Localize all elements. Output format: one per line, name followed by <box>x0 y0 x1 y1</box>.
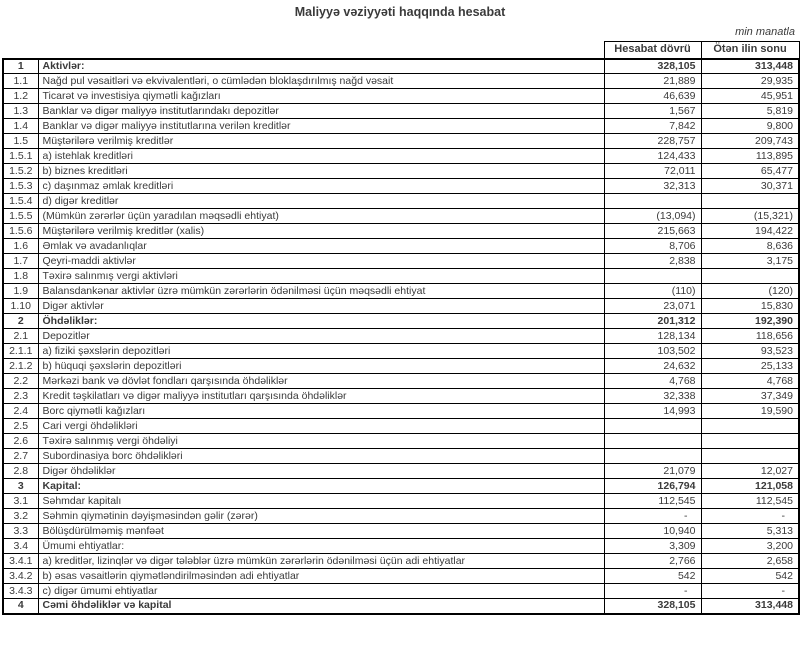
value-reporting-period: - <box>604 509 701 524</box>
row-label: Qeyri-maddi aktivlər <box>38 254 604 269</box>
unit-note: min manatla <box>735 26 795 38</box>
row-label: Təxirə salınmış vergi aktivləri <box>38 269 604 284</box>
row-label: Kredit təşkilatları və digər maliyyə institutları qarşısında öhdəliklər <box>38 389 604 404</box>
table-row <box>3 584 799 599</box>
table-row <box>3 104 799 119</box>
value-reporting-period: (13,094) <box>604 209 701 224</box>
value-reporting-period: 21,889 <box>604 74 701 89</box>
table-row <box>3 524 799 539</box>
row-number: 3.4.2 <box>3 569 38 584</box>
table-row <box>3 479 799 494</box>
value-reporting-period: 21,079 <box>604 464 701 479</box>
table-row <box>3 59 799 74</box>
row-label: a) fiziki şəxslərin depozitləri <box>38 344 604 359</box>
value-prev-year-end: 4,768 <box>701 374 799 389</box>
table-row <box>3 149 799 164</box>
row-number: 1.10 <box>3 299 38 314</box>
row-number: 4 <box>3 599 38 614</box>
row-number: 1.5.1 <box>3 149 38 164</box>
row-label: (Mümkün zərərlər üçün yaradılan məqsədli ehtiyat) <box>38 209 604 224</box>
row-label: Depozitlər <box>38 329 604 344</box>
value-reporting-period: 201,312 <box>604 314 701 329</box>
row-number: 2.7 <box>3 449 38 464</box>
value-reporting-period <box>604 434 701 449</box>
row-label: a) kreditlər, lizinqlər və digər tələblər üzrə mümkün zərərlərin ödənilməsi üçün adi ehtiyatlar <box>38 554 604 569</box>
row-number: 3.3 <box>3 524 38 539</box>
value-prev-year-end <box>701 449 799 464</box>
value-reporting-period: 1,567 <box>604 104 701 119</box>
row-label: Mərkəzi bank və dövlət fondları qarşısında öhdəliklər <box>38 374 604 389</box>
row-label: Balansdankənar aktivlər üzrə mümkün zərərlərin ödənilməsi üçün məqsədli ehtiyat <box>38 284 604 299</box>
row-label: Subordinasiya borc öhdəlikləri <box>38 449 604 464</box>
value-prev-year-end: 194,422 <box>701 224 799 239</box>
report-title: Maliyyə vəziyyəti haqqında hesabat <box>294 5 506 19</box>
value-reporting-period <box>604 449 701 464</box>
row-number: 3.4.1 <box>3 554 38 569</box>
row-label: Banklar və digər maliyyə institutlarındakı depozitlər <box>38 104 604 119</box>
row-number: 3.1 <box>3 494 38 509</box>
row-number: 1.5 <box>3 134 38 149</box>
row-number: 2.4 <box>3 404 38 419</box>
value-reporting-period: 126,794 <box>604 479 701 494</box>
row-label: c) daşınmaz əmlak kreditləri <box>38 179 604 194</box>
value-reporting-period: (110) <box>604 284 701 299</box>
row-label: Səhmdar kapitalı <box>38 494 604 509</box>
table-row <box>3 374 799 389</box>
row-number: 2.8 <box>3 464 38 479</box>
value-prev-year-end: 19,590 <box>701 404 799 419</box>
value-reporting-period: 14,993 <box>604 404 701 419</box>
value-prev-year-end: (15,321) <box>701 209 799 224</box>
row-label: Müştərilərə verilmiş kreditlər <box>38 134 604 149</box>
value-reporting-period: 24,632 <box>604 359 701 374</box>
table-row <box>3 164 799 179</box>
value-prev-year-end: 121,058 <box>701 479 799 494</box>
row-number: 2.6 <box>3 434 38 449</box>
value-reporting-period: 103,502 <box>604 344 701 359</box>
financial-position-table <box>2 41 800 615</box>
value-prev-year-end: 9,800 <box>701 119 799 134</box>
row-number: 2.3 <box>3 389 38 404</box>
value-prev-year-end: 118,656 <box>701 329 799 344</box>
table-row <box>3 389 799 404</box>
value-prev-year-end: 25,133 <box>701 359 799 374</box>
value-prev-year-end: 15,830 <box>701 299 799 314</box>
value-prev-year-end: 542 <box>701 569 799 584</box>
row-label: Əmlak və avadanlıqlar <box>38 239 604 254</box>
row-number: 2.1.1 <box>3 344 38 359</box>
table-row <box>3 329 799 344</box>
value-reporting-period: 23,071 <box>604 299 701 314</box>
row-number: 1.5.4 <box>3 194 38 209</box>
value-reporting-period: 3,309 <box>604 539 701 554</box>
value-prev-year-end: - <box>701 509 799 524</box>
row-label: d) digər kreditlər <box>38 194 604 209</box>
row-number: 2 <box>3 314 38 329</box>
table-row <box>3 74 799 89</box>
value-prev-year-end: 112,545 <box>701 494 799 509</box>
row-number: 1.9 <box>3 284 38 299</box>
value-prev-year-end: 313,448 <box>701 599 799 614</box>
value-prev-year-end: (120) <box>701 284 799 299</box>
table-row <box>3 134 799 149</box>
value-reporting-period: 124,433 <box>604 149 701 164</box>
row-label: Digər öhdəliklər <box>38 464 604 479</box>
row-label: Kapital: <box>38 479 604 494</box>
row-label: Ticarət və investisiya qiymətli kağızları <box>38 89 604 104</box>
value-reporting-period: 72,011 <box>604 164 701 179</box>
row-label: b) əsas vəsaitlərin qiymətləndirilməsindən adi ehtiyatlar <box>38 569 604 584</box>
table-row <box>3 359 799 374</box>
value-prev-year-end: 313,448 <box>701 59 799 74</box>
value-prev-year-end: 192,390 <box>701 314 799 329</box>
row-number: 2.5 <box>3 419 38 434</box>
value-reporting-period: - <box>604 584 701 599</box>
row-label: Öhdəliklər: <box>38 314 604 329</box>
row-number: 2.1.2 <box>3 359 38 374</box>
value-prev-year-end: 3,175 <box>701 254 799 269</box>
value-prev-year-end: 5,313 <box>701 524 799 539</box>
column-header-prev-year-end: Ötən ilin sonu <box>701 42 799 59</box>
table-body <box>3 59 799 614</box>
value-reporting-period <box>604 269 701 284</box>
row-number: 3 <box>3 479 38 494</box>
value-prev-year-end: 65,477 <box>701 164 799 179</box>
value-reporting-period: 10,940 <box>604 524 701 539</box>
row-label: Banklar və digər maliyyə institutlarına verilən kreditlər <box>38 119 604 134</box>
value-prev-year-end: 30,371 <box>701 179 799 194</box>
table-row <box>3 239 799 254</box>
row-label: b) biznes kreditləri <box>38 164 604 179</box>
value-prev-year-end: 8,636 <box>701 239 799 254</box>
column-header-reporting-period: Hesabat dövrü <box>604 42 701 59</box>
value-reporting-period: 2,838 <box>604 254 701 269</box>
value-reporting-period: 2,766 <box>604 554 701 569</box>
value-prev-year-end: 2,658 <box>701 554 799 569</box>
table-row <box>3 284 799 299</box>
table-row <box>3 209 799 224</box>
row-number: 2.1 <box>3 329 38 344</box>
table-row <box>3 419 799 434</box>
value-prev-year-end: 5,819 <box>701 104 799 119</box>
value-prev-year-end: 113,895 <box>701 149 799 164</box>
row-label: b) hüquqi şəxslərin depozitləri <box>38 359 604 374</box>
value-reporting-period: 328,105 <box>604 599 701 614</box>
table-row <box>3 224 799 239</box>
value-reporting-period: 8,706 <box>604 239 701 254</box>
value-reporting-period <box>604 194 701 209</box>
row-label: Səhmin qiymətinin dəyişməsindən gəlir (zərər) <box>38 509 604 524</box>
row-label: Aktivlər: <box>38 59 604 74</box>
row-number: 1.1 <box>3 74 38 89</box>
row-label: Bölüşdürülməmiş mənfəət <box>38 524 604 539</box>
value-reporting-period <box>604 419 701 434</box>
table-row <box>3 509 799 524</box>
table-row <box>3 569 799 584</box>
value-reporting-period: 7,842 <box>604 119 701 134</box>
table-row <box>3 344 799 359</box>
table-row <box>3 434 799 449</box>
value-prev-year-end: 12,027 <box>701 464 799 479</box>
value-reporting-period: 112,545 <box>604 494 701 509</box>
row-label: Ümumi ehtiyatlar: <box>38 539 604 554</box>
value-prev-year-end <box>701 269 799 284</box>
table-row <box>3 119 799 134</box>
row-label: Müştərilərə verilmiş kreditlər (xalis) <box>38 224 604 239</box>
table-row <box>3 599 799 614</box>
table-row <box>3 299 799 314</box>
row-number: 1.4 <box>3 119 38 134</box>
value-prev-year-end: 45,951 <box>701 89 799 104</box>
value-reporting-period: 4,768 <box>604 374 701 389</box>
table-row <box>3 464 799 479</box>
table-row <box>3 314 799 329</box>
table-row <box>3 539 799 554</box>
row-number: 1.6 <box>3 239 38 254</box>
value-prev-year-end: 29,935 <box>701 74 799 89</box>
row-number: 1.5.6 <box>3 224 38 239</box>
header-spacer-label <box>38 42 604 59</box>
row-number: 2.2 <box>3 374 38 389</box>
row-number: 3.4 <box>3 539 38 554</box>
value-prev-year-end <box>701 194 799 209</box>
table-row <box>3 194 799 209</box>
row-label: Cari vergi öhdəlikləri <box>38 419 604 434</box>
value-reporting-period: 228,757 <box>604 134 701 149</box>
table-row <box>3 254 799 269</box>
value-prev-year-end <box>701 419 799 434</box>
row-number: 1.8 <box>3 269 38 284</box>
row-number: 1.5.2 <box>3 164 38 179</box>
value-reporting-period: 328,105 <box>604 59 701 74</box>
table-row <box>3 494 799 509</box>
row-label: Borc qiymətli kağızları <box>38 404 604 419</box>
row-number: 1.5.3 <box>3 179 38 194</box>
value-prev-year-end: - <box>701 584 799 599</box>
row-number: 1.3 <box>3 104 38 119</box>
row-label: Təxirə salınmış vergi öhdəliyi <box>38 434 604 449</box>
value-prev-year-end: 93,523 <box>701 344 799 359</box>
row-number: 3.2 <box>3 509 38 524</box>
row-number: 3.4.3 <box>3 584 38 599</box>
value-reporting-period: 542 <box>604 569 701 584</box>
row-label: a) istehlak kreditləri <box>38 149 604 164</box>
value-reporting-period: 215,663 <box>604 224 701 239</box>
value-prev-year-end <box>701 434 799 449</box>
value-reporting-period: 128,134 <box>604 329 701 344</box>
row-label: Digər aktivlər <box>38 299 604 314</box>
row-label: c) digər ümumi ehtiyatlar <box>38 584 604 599</box>
table-row <box>3 269 799 284</box>
table-row <box>3 179 799 194</box>
value-prev-year-end: 37,349 <box>701 389 799 404</box>
table-row <box>3 89 799 104</box>
row-label: Cəmi öhdəliklər və kapital <box>38 599 604 614</box>
row-number: 1.7 <box>3 254 38 269</box>
value-reporting-period: 32,338 <box>604 389 701 404</box>
table-row <box>3 449 799 464</box>
value-prev-year-end: 209,743 <box>701 134 799 149</box>
table-row <box>3 554 799 569</box>
value-prev-year-end: 3,200 <box>701 539 799 554</box>
table-row <box>3 404 799 419</box>
row-number: 1 <box>3 59 38 74</box>
value-reporting-period: 32,313 <box>604 179 701 194</box>
value-reporting-period: 46,639 <box>604 89 701 104</box>
row-number: 1.5.5 <box>3 209 38 224</box>
row-number: 1.2 <box>3 89 38 104</box>
header-row <box>3 42 799 59</box>
header-spacer-no <box>3 42 38 59</box>
row-label: Nağd pul vəsaitləri və ekvivalentləri, o cümlədən bloklaşdırılmış nağd vəsait <box>38 74 604 89</box>
